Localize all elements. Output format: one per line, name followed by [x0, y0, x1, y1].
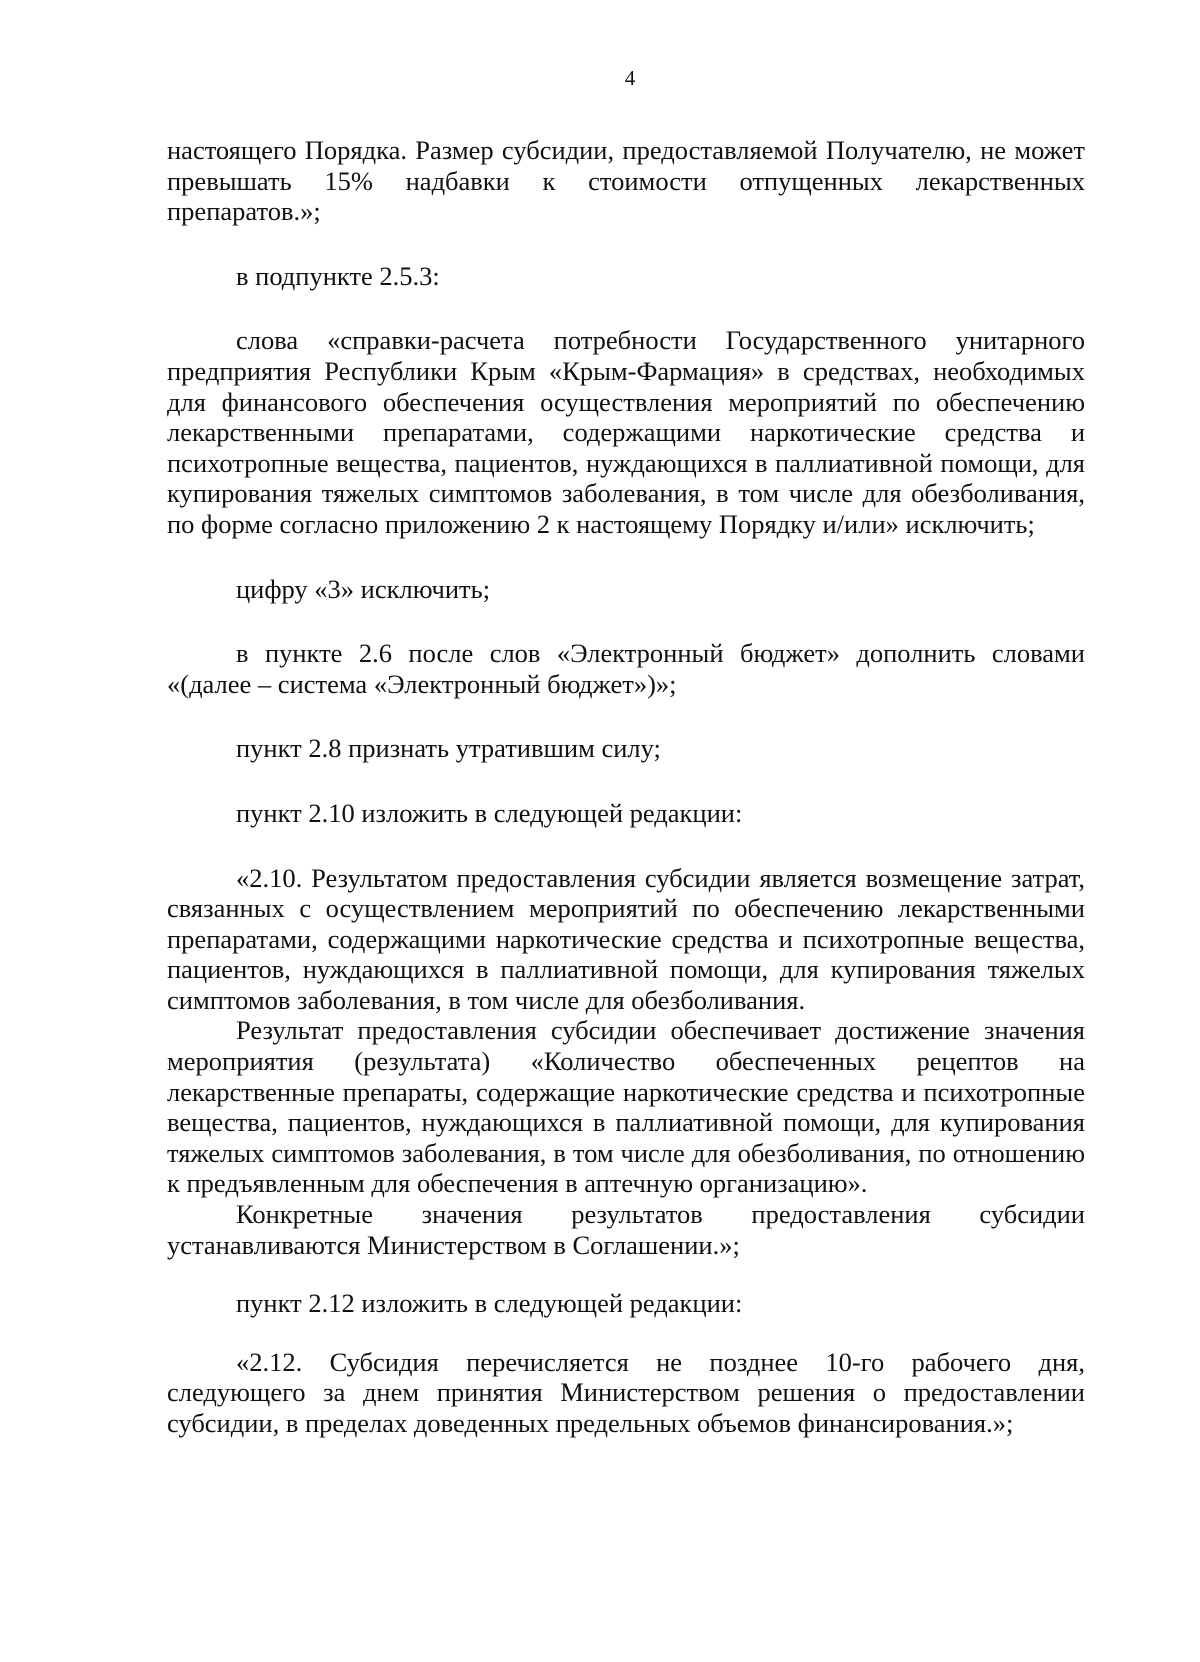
paragraph-digit-excluded: цифру «3» исключить; — [236, 573, 491, 604]
document-body — [167, 135, 1085, 1439]
paragraph-clause-2-8: пункт 2.8 признать утратившим силу; — [236, 733, 661, 764]
paragraph-words-excluded: слова «справки-расчета потребности Государственного унитарного предприятия Республики Крым «Крым-Фармация» в средствах, необходимых для финансового обеспечения осуществления мероприятий по обеспечению лекарственными препаратами, содержащими наркотические средства и психотропные вещества, пациентов, нуждающихся в паллиативной помощи, для купирования тяжелых симптомов заболевания, в том числе для обезболивания, по форме согласно приложению 2 к настоящему Порядку и/или» исключить; — [167, 325, 1085, 539]
paragraph-subclause-2-5-3: в подпункте 2.5.3: — [236, 260, 440, 291]
paragraph-clause-2-12-text: «2.12. Субсидия перечисляется не позднее 10-го рабочего дня, следующего за днем принятия Министерством решения о предоставлении субсидии, в пределах доведенных предельных объемов финансирования.»; — [167, 1346, 1085, 1438]
paragraph-clause-2-12-intro: пункт 2.12 изложить в следующей редакции: — [236, 1288, 743, 1319]
paragraph-continuation: настоящего Порядка. Размер субсидии, предоставляемой Получателю, не может превышать 15% надбавки к стоимости отпущенных лекарственных препаратов.»; — [167, 135, 1085, 227]
paragraph-clause-2-10-result: Результат предоставления субсидии обеспечивает достижение значения мероприятия (результата) «Количество обеспеченных рецептов на лекарственные препараты, содержащие наркотические средства и психотропные вещества, пациентов, нуждающихся в паллиативной помощи, для купирования тяжелых симптомов заболевания, в том числе для обезболивания, по отношению к предъявленным для обеспечения в аптечную организацию». — [167, 1015, 1085, 1199]
paragraph-clause-2-10-text: «2.10. Результатом предоставления субсидии является возмещение затрат, связанных с осуществлением мероприятий по обеспечению лекарственными препаратами, содержащими наркотические средства и психотропные вещества, пациентов, нуждающихся в паллиативной помощи, для купирования тяжелых симптомов заболевания, в том числе для обезболивания. — [167, 862, 1085, 1015]
page-number: 4 — [624, 66, 636, 90]
paragraph-clause-2-10-intro: пункт 2.10 изложить в следующей редакции: — [236, 797, 743, 828]
paragraph-clause-2-10-values: Конкретные значения результатов предоставления субсидии устанавливаются Министерством в Соглашении.»; — [167, 1199, 1085, 1260]
paragraph-clause-2-6: в пункте 2.6 после слов «Электронный бюджет» дополнить словами «(далее – система «Электронный бюджет»)»; — [167, 638, 1085, 699]
